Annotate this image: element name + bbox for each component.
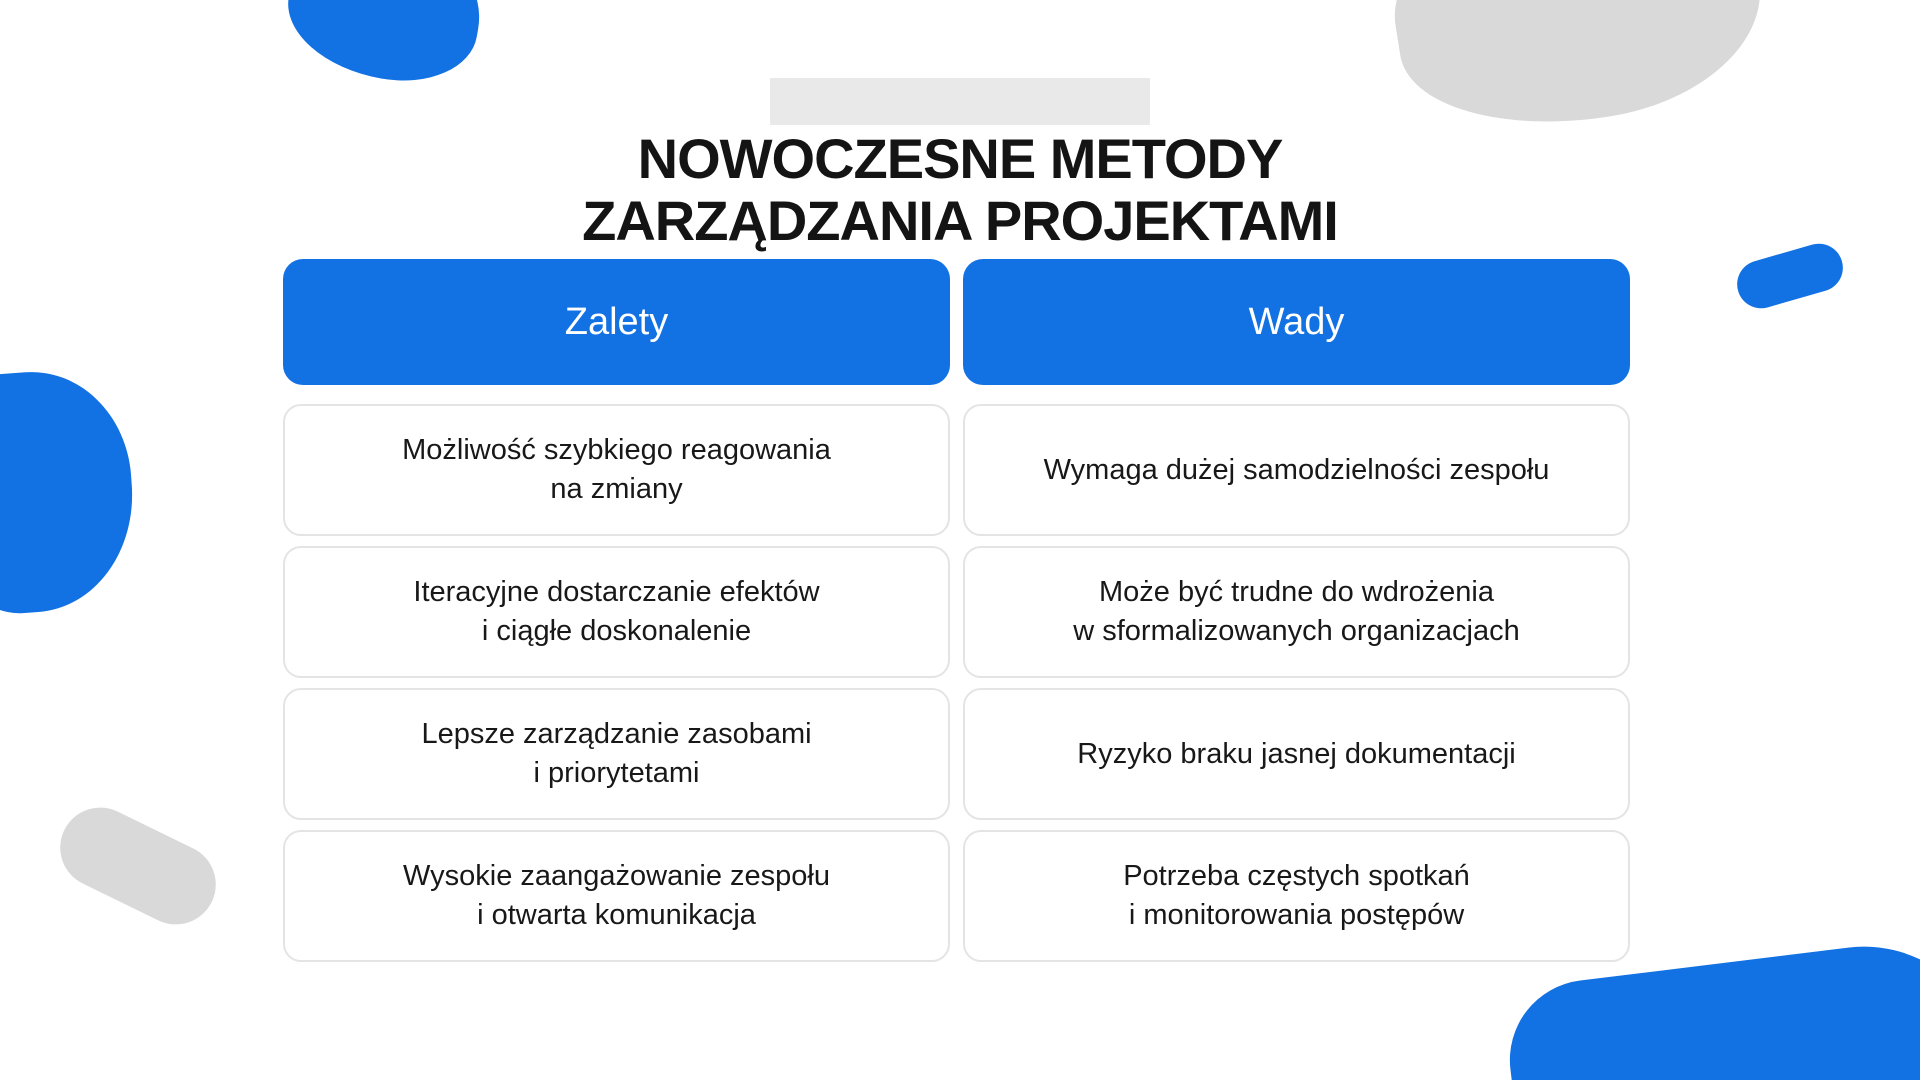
page-title-line-2: ZARZĄDZANIA PROJEKTAMI xyxy=(582,188,1338,252)
disadvantage-card: Ryzyko braku jasnej dokumentacji xyxy=(963,688,1630,820)
disadvantages-header: Wady xyxy=(963,259,1630,385)
advantage-card: Możliwość szybkiego reagowania na zmiany xyxy=(283,404,950,536)
advantage-card: Iteracyjne dostarczanie efektów i ciągłe doskonalenie xyxy=(283,546,950,678)
title-highlight-bar xyxy=(770,78,1150,125)
advantage-card: Lepsze zarządzanie zasobami i priorytetami xyxy=(283,688,950,820)
decorative-blob-top-right xyxy=(1382,0,1777,147)
column-advantages xyxy=(283,259,950,962)
disadvantages-card-list xyxy=(963,404,1630,962)
advantages-card-list xyxy=(283,404,950,962)
page-title xyxy=(0,128,1920,252)
decorative-blob-top-left xyxy=(278,0,491,94)
column-disadvantages xyxy=(963,259,1630,962)
disadvantage-card: Wymaga dużej samodzielności zespołu xyxy=(963,404,1630,536)
decorative-blob-left xyxy=(0,365,140,618)
disadvantage-card: Może być trudne do wdrożenia w sformalizowanych organizacjach xyxy=(963,546,1630,678)
comparison-table xyxy=(283,259,1630,962)
page-title-line-1: NOWOCZESNE METODY xyxy=(637,126,1283,190)
advantages-header: Zalety xyxy=(283,259,950,385)
advantage-card: Wysokie zaangażowanie zespołu i otwarta komunikacja xyxy=(283,830,950,962)
decorative-pill-bottom-left xyxy=(47,794,229,938)
disadvantage-card: Potrzeba częstych spotkań i monitorowania postępów xyxy=(963,830,1630,962)
